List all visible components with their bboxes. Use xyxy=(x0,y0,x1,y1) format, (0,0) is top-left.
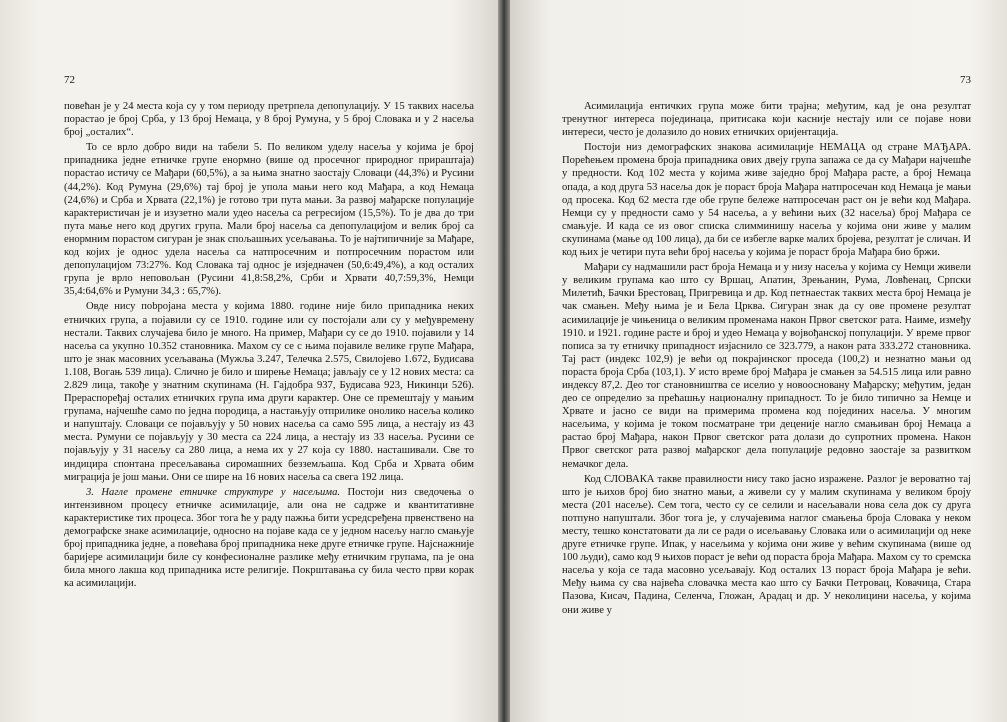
left-paragraph-2: То се врло добро види на табели 5. По великом уделу насеља у којима је број припадника једне етничке групе енормно (више од просечног природног прираштаја) порастао истичу се Мађари (60,5%), а за њима знатно заостају Словаци (44,3%) и Русини (44,2%). Код Румуна (29,6%) тај број је упола мањи него код Мађара, а код Немаца (24,6%) и Срба и Хрвата (22,1%) је готово три пута мањи. За развој мађарске популације карактеристичан је и изузетно мали удео насеља са регресијом (15,5%). То је два до три пута мање него код других група. Мали број насеља са депопулацијом и велик број са енормним порастом сигуран је знак спољашњих усељавања. То је најтипичније за Мађаре, код којих је однос удела насеља са натпросечним и потпросечним порастом или депопулацијом 73:27%. Код Словака тај однос је изједначен (50,6:49,4%), а код осталих група је врло неповољан (Русини 41,8:58,2%, Срби и Хрвати 40,7:59,3%, Немци 35,4:64,6% и Румуни 34,3 : 65,7%). xyxy=(64,142,474,298)
book-gutter xyxy=(498,0,510,722)
left-paragraph-3: Овде нису пobројана места у којима 1880. године није било припадника неких етничких група, а појавили су се 1910. године или су постојали али су у међувремену нестали. Таквих случајева било је много. На пример, Мађари су се до 1910. појавили у 14 насеља са укупно 10.352 становника. Махом су се с њима појавиле велике групе Мађара, што је знак масовних усељавања (Мужља 3.247, Телечка 2.575, Свилојево 1.672, Будисава 1.108, Вогањ 539 лица). Слично је било и ширење Немаца; јављају се у 12 нових места: са 2.829 лица, такође у знатним скупинама (Н. Гајдобра 937, Будисава 923, Никинци 526). Прераспоређај осталих етничких група има други карактер. Оне се премештају у мањим групама, најчешће само по једна породица, а настањују отприлике онолико насеља колико и напуштају. Словаци се појављују у 50 нових насеља са само 595 лица, а нестају из 43 места. Румуни се појављују у 30 места са 224 лица, а нестају из 33 насеља. Русини се појављују у 31 насељу са 280 лица, а нема их у 27 кoja су 1880. насташивали. Све то индицира спонтана пресељавања сиромашних безземљаша. Код Срба и Хрвата обим миграција је још мањи. Они се шире на 16 нових насеља са свега 192 лица. xyxy=(64,301,474,483)
section-text: Постоји низ сведочења о интензивном процесу етничке асимилације, али она не садрже и квантитативне карактеристике тих процеса. Због тога ће у раду пажња бити усредсређена првенствено на демографске знаке асимилације, односно на појаве када се у једном насељу нагло смањује број припадника једне, а повећава број припадника неке друге етничке групе. Најснажније баријере асимилацији биле су конфесионалне разлике међу етничким групама, па је она била много лакша код припадника исте религије. Покрштавања су била често први корак ка асимилацији. xyxy=(64,486,474,590)
left-paragraph-1: повећан је у 24 места која су у том периоду претрпела депопулацију. У 15 таквих насеља порастао је број Срба, у 13 број Немаца, у 8 број Румуна, у 5 број Словака и у 2 насеља број „осталих“. xyxy=(64,101,474,139)
right-paragraph-1: Асимилација ентичких група може бити трајна; међутим, кад је она резултат тренутног интереса појединаца, притисака који касније нестају или се појаве нови интереси, често је долазило до нових етничких оријентација. xyxy=(562,101,971,139)
right-paragraph-2: Постоји низ демографских знакова асимилације НЕМАЦА од стране МАЂАРА. Порећењем промена броја припадника ових двеју група запажа се да су Мађари најчешће у предности. Код 102 места у којима живе заједно број Мађара расте, а број Немаца опада, а код друга 53 насеља док је пораст броја Мађара натпросечан код Немаца је мањи од просека. Код 62 места где обе групе бележе натпросечан раст он је већи код Мађара. Немци су у предности само у 54 насеља, а у већини њих (32 насеља) број Мађара се смањује. И када се из овог списка слимминишу насеља у којима они живе у малим скупинама (мање од 100 лица), да би се избегле варке малих бројева, резултат је сличан. И код њих је четири пута већи број насеља у којима је пораст броја Мађара био бржи. xyxy=(562,142,971,259)
right-paragraph-3: Мађари су надмашили раст броја Немаца и у низу насеља у којима су Немци живели у великим групама као што су Вршац, Апатин, Зрењанин, Рума, Ловћенац, Српски Милетић, Бачки Брестовац, Пригревица и др. Код петнаестак таквих места број Немаца је чак смањен. Међу њима је и Бела Црква. Сигуран знак да су ове промене резултат асимилације је чињеница о великим променама након Првог светског рата. Наиме, између 1910. и 1921. године расте и број и удео Немаца у војвођанској популацији. У време првог пописа за ту етничку припадност изјаснило се 323.779, а након рата 333.272 становника. Тај раст (индекс 102,9) је већи од покрајинског проседа (100,2) и незнатно мањи од пораста броја Срба (103,1). У исто време број Мађара је смањен за 54.515 лица или равно индексу 87,2. Део тог становништва се иселио у новооснованy Мађарску; међутим, један део се определио за прећашњу националну припадност. То је било типично за Немце и Хрвате и јасно се види на примерима промена код појединих насеља. У многим насељима, у којима је током посматране три деценије нагло смањиван број Немаца а растао број Мађара, након Првог светског рата долази до супротних промена. Након Првог светског рата развој мађарског дела популације редовно заостаје за развитком немачког дела. xyxy=(562,262,971,470)
section-heading: 3. Нагле промене етничке структуре у насељима. xyxy=(86,486,341,498)
right-page-number: 73 xyxy=(960,74,971,86)
right-page xyxy=(510,0,1007,722)
left-page-number: 72 xyxy=(64,74,75,86)
right-paragraph-4: Код СЛОВАКА такве правилности нису тако јасно изражене. Разлог је вероватно тај што је њихов број био знатно мањи, а живели су у малим скупинама у великом броју места (201 насеље). Сем тога, често су се селили и насељавали нова села док су друга потпуно напуштали. Због тога је, у случајевима наглог смањења броја Словака у неком месту, тешко констатовати да ли се ради о исељавању Словака или о асимилацији од неке друге етничке групе. Ипак, у насељима у којима они живе у већим скупинама (више од 100 људи), само код 9 њихов пораст је већи од пораста броја Мађара. Махом су то сремска насеља у која се тада масовно усељавају. Код осталих 13 пораст броја Мађара је већи. Међу њима су сва највећа словачка места као што су Бачки Петровац, Ковачица, Стара Пазова, Кисач, Падина, Селенча, Гложан, Арадац и др. У неколицини насеља, у којима они живе у xyxy=(562,473,971,616)
left-section-paragraph xyxy=(64,486,474,591)
left-page xyxy=(0,0,498,722)
